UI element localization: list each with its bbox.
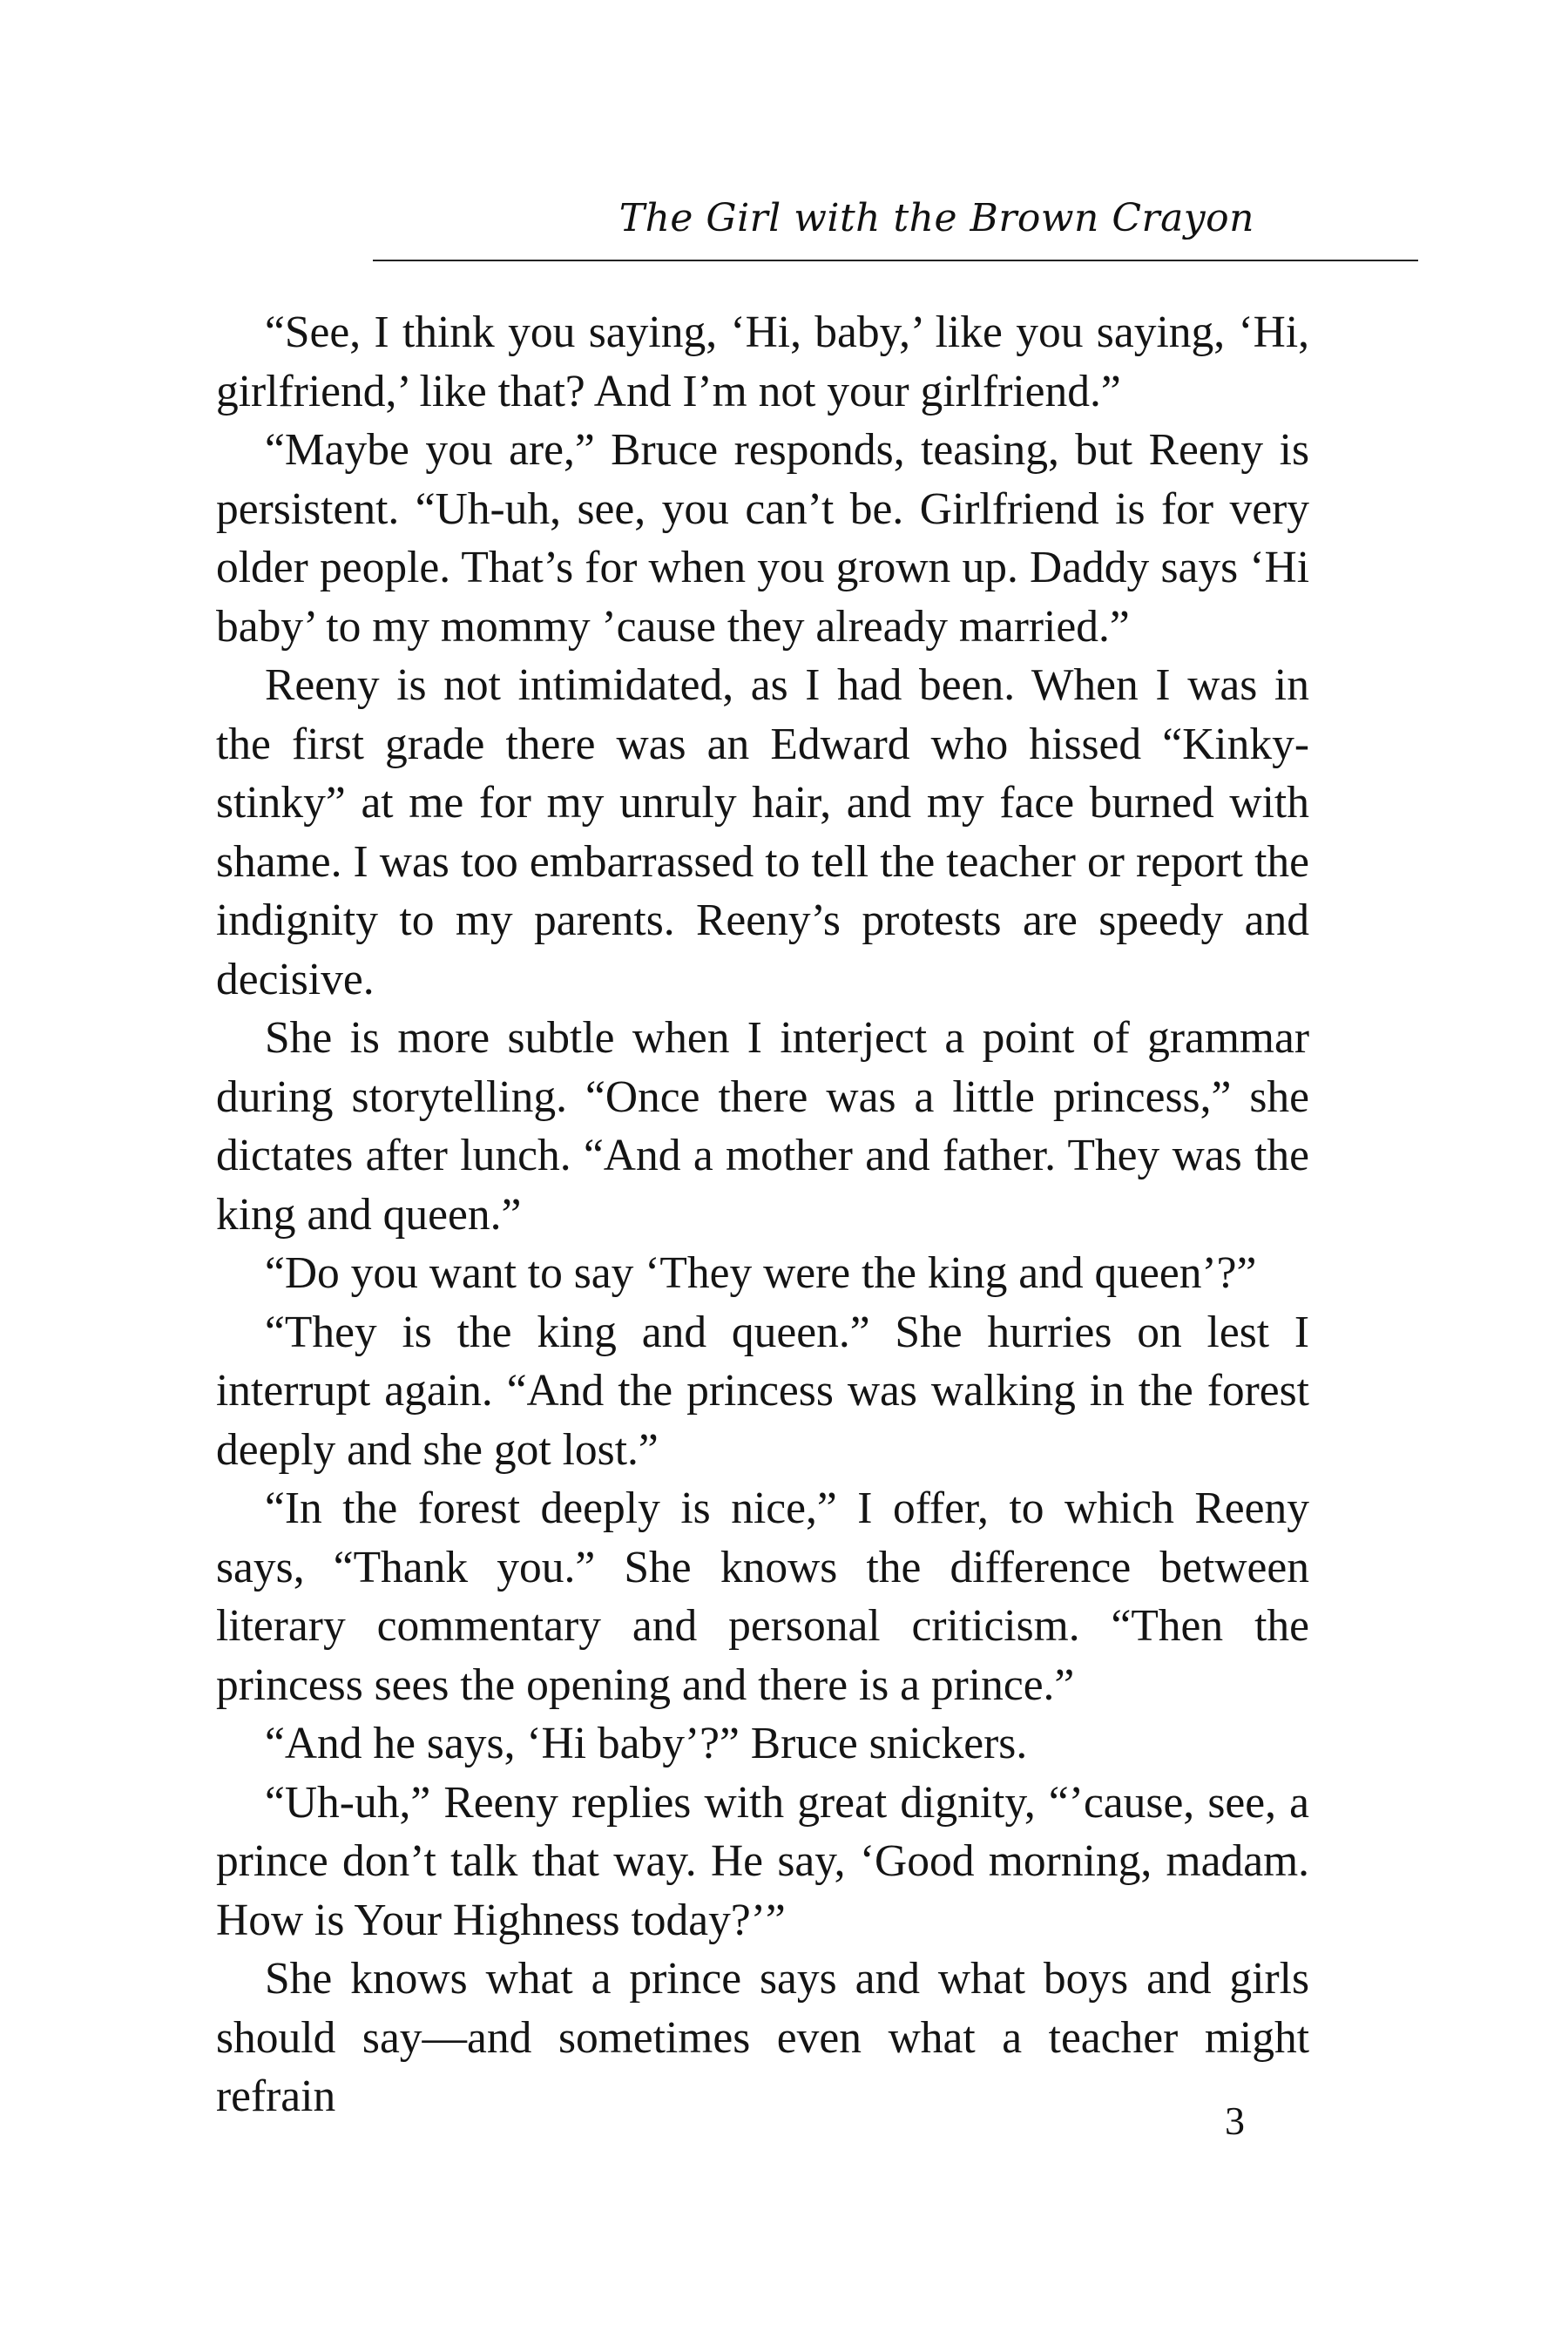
paragraph: “In the forest deeply is nice,” I offer, to which Reeny says, “Thank you.” She knows the difference between literary commentary and personal criticism. “Then the princess sees the opening and there is a prince.” (216, 1484, 1309, 1710)
paragraph: “And he says, ‘Hi baby’?” Bruce snickers. (265, 1719, 1028, 1768)
paragraph: “See, I think you saying, ‘Hi, baby,’ like you saying, ‘Hi, girlfriend,’ like that? And I’m not your girlfriend.” (216, 308, 1309, 416)
header-rule (373, 260, 1418, 261)
page-number: 3 (1225, 2099, 1245, 2143)
paragraph: “They is the king and queen.” She hurries on lest I interrupt again. “And the princess was walking in the forest deeply and she got lost.” (216, 1307, 1309, 1475)
paragraph: She is more subtle when I interject a point of grammar during storytelling. “Once there was a little princess,” she dictates after lunch. “And a mother and father. They was the king and queen.” (216, 1013, 1309, 1240)
running-head-title: The Girl with the Brown Crayon (618, 196, 1254, 240)
paragraph: She knows what a prince says and what boys and girls should say—and sometimes even what a teacher might refrain (216, 1954, 1309, 2121)
paragraph: “Uh-uh,” Reeny replies with great dignity, “’cause, see, a prince don’t talk that way. He say, ‘Good morning, madam. How is Your Highness today?’” (216, 1777, 1309, 1945)
paragraph: Reeny is not intimidated, as I had been. When I was in the first grade there was an Edward who hissed “Kinky-stinky” at me for my unruly hair, and my face burned with shame. I was too embarrassed to tell the teacher or report the indignity to my parents. Reeny’s protests are speedy and decisive. (216, 660, 1309, 1004)
body-text (216, 303, 1309, 2126)
paragraph: “Do you want to say ‘They were the king and queen’?” (265, 1248, 1257, 1298)
paragraph: “Maybe you are,” Bruce responds, teasing, but Reeny is persistent. “Uh-uh, see, you can’t be. Girlfriend is for very older people. That’s for when you grown up. Daddy says ‘Hi baby’ to my mommy ’cause they already married.” (216, 425, 1309, 652)
